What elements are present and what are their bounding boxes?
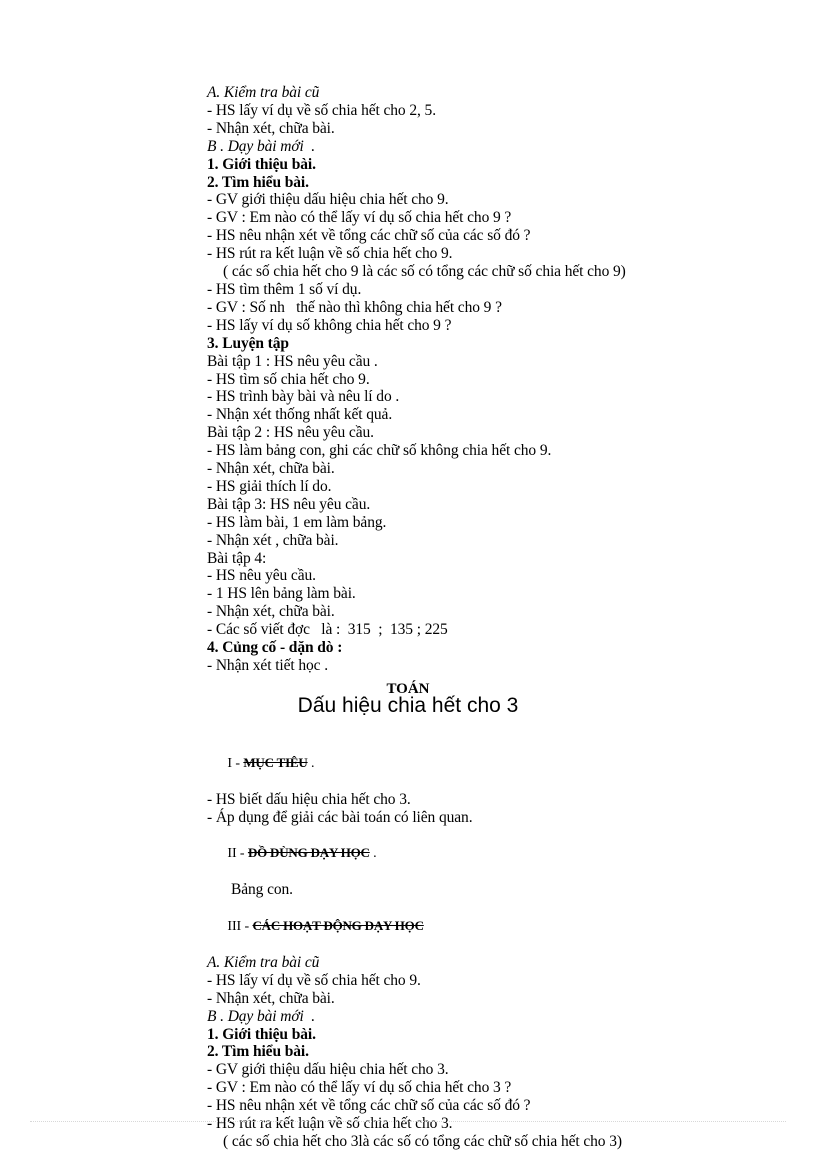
text-line: - GV giới thiệu dấu hiệu chia hết cho 9. xyxy=(207,191,449,209)
text-line: ( các số chia hết cho 3là các số có tổng các chữ số chia hết cho 3) xyxy=(223,1132,622,1150)
text-line: - HS nêu yêu cầu. xyxy=(207,567,316,585)
text-line: A. Kiểm tra bài cũ xyxy=(207,953,320,971)
subject-heading: TOÁN xyxy=(386,681,430,697)
text-line: - HS tìm thêm 1 số ví dụ. xyxy=(207,280,362,298)
text-line: - GV : Em nào có thể lấy ví dụ số chia hết cho 9 ? xyxy=(207,209,512,227)
objective-line: - Áp dụng để giải các bài toán có liên quan. xyxy=(207,808,473,826)
text-line: - GV giới thiệu dấu hiệu chia hết cho 3. xyxy=(207,1061,449,1079)
activities-label: CÁC HOẠT ĐỘNG DẠY HỌC xyxy=(252,918,424,934)
objectives-heading xyxy=(207,736,767,791)
objectives-label: MỤC TIÊU xyxy=(243,754,308,770)
text-line: - HS giải thích lí do. xyxy=(207,477,332,495)
objectives-suffix: . xyxy=(307,755,315,771)
text-line: 4. Củng cố - dặn dò : xyxy=(207,639,343,657)
equipment-prefix: II - xyxy=(227,846,248,862)
equipment-suffix: . xyxy=(369,846,377,862)
text-line: 1. Giới thiệu bài. xyxy=(207,1025,316,1043)
page-bottom-divider xyxy=(30,1121,786,1122)
text-line: B . Dạy bài mới . xyxy=(207,1007,316,1025)
text-line: - 1 HS lên bảng làm bài. xyxy=(207,585,356,603)
text-line: - HS làm bài, 1 em làm bảng. xyxy=(207,513,387,531)
text-line: Bài tập 3: HS nêu yêu cầu. xyxy=(207,495,371,513)
text-line: - Nhận xét thống nhất kết quả. xyxy=(207,406,393,424)
equipment-label: ĐỒ DÙNG DẠY HỌC xyxy=(247,845,370,861)
text-line: 2. Tìm hiểu bài. xyxy=(207,1043,309,1061)
text-line: Bài tập 4: xyxy=(207,549,267,567)
text-line: - Nhận xét, chữa bài. xyxy=(207,989,335,1007)
text-line: - HS lấy ví dụ về số chia hết cho 2, 5. xyxy=(207,101,436,119)
text-line: - HS rút ra kết luận về số chia hết cho 3. xyxy=(207,1115,453,1133)
text-line: - Nhận xét , chữa bài. xyxy=(207,531,339,549)
activities-heading xyxy=(207,899,767,954)
text-line: 2. Tìm hiểu bài. xyxy=(207,173,309,191)
text-line: - HS nêu nhận xét về tổng các chữ số của các số đó ? xyxy=(207,227,531,245)
text-line: 3. Luyện tập xyxy=(207,334,289,352)
text-line: Bài tập 1 : HS nêu yêu cầu . xyxy=(207,352,378,370)
objective-line: - HS biết dấu hiệu chia hết cho 3. xyxy=(207,790,411,808)
lesson-plan-part-1 xyxy=(207,84,767,675)
text-line: - HS trình bày bài và nêu lí do . xyxy=(207,388,400,406)
lesson-plan-part-2 xyxy=(207,736,767,1151)
text-line: - GV : Số nh thế nào thì không chia hết cho 9 ? xyxy=(207,298,502,316)
equipment-heading xyxy=(207,827,767,882)
text-line: B . Dạy bài mới . xyxy=(207,137,316,155)
text-line: Bài tập 2 : HS nêu yêu cầu. xyxy=(207,424,374,442)
text-line: - GV : Em nào có thể lấy ví dụ số chia hết cho 3 ? xyxy=(207,1079,512,1097)
text-line: - HS rút ra kết luận về số chia hết cho 9. xyxy=(207,245,453,263)
text-line: - Nhận xét, chữa bài. xyxy=(207,460,335,478)
text-line: 1. Giới thiệu bài. xyxy=(207,155,316,173)
lesson-title: Dấu hiệu chia hết cho 3 xyxy=(297,694,519,717)
text-line: - HS làm bảng con, ghi các chữ số không chia hết cho 9. xyxy=(207,442,552,460)
text-line: - HS lấy ví dụ số không chia hết cho 9 ? xyxy=(207,316,452,334)
text-line: - Nhận xét, chữa bài. xyxy=(207,119,335,137)
activities-prefix: III - xyxy=(227,919,253,935)
text-line: - Các số viết đợc là : 315 ; 135 ; 225 xyxy=(207,621,448,639)
text-line: - Nhận xét, chữa bài. xyxy=(207,603,335,621)
text-line: - Nhận xét tiết học . xyxy=(207,657,328,674)
text-line: ( các số chia hết cho 9 là các số có tổng các chữ số chia hết cho 9) xyxy=(223,263,626,281)
objectives-prefix: I - xyxy=(227,755,244,771)
text-line: - HS lấy ví dụ về số chia hết cho 9. xyxy=(207,971,421,989)
text-line: - HS nêu nhận xét về tổng các chữ số của các số đó ? xyxy=(207,1097,531,1115)
equipment-item: Bảng con. xyxy=(231,881,293,899)
text-line: - HS tìm số chia hết cho 9. xyxy=(207,370,370,388)
text-line: A. Kiểm tra bài cũ xyxy=(207,84,320,101)
